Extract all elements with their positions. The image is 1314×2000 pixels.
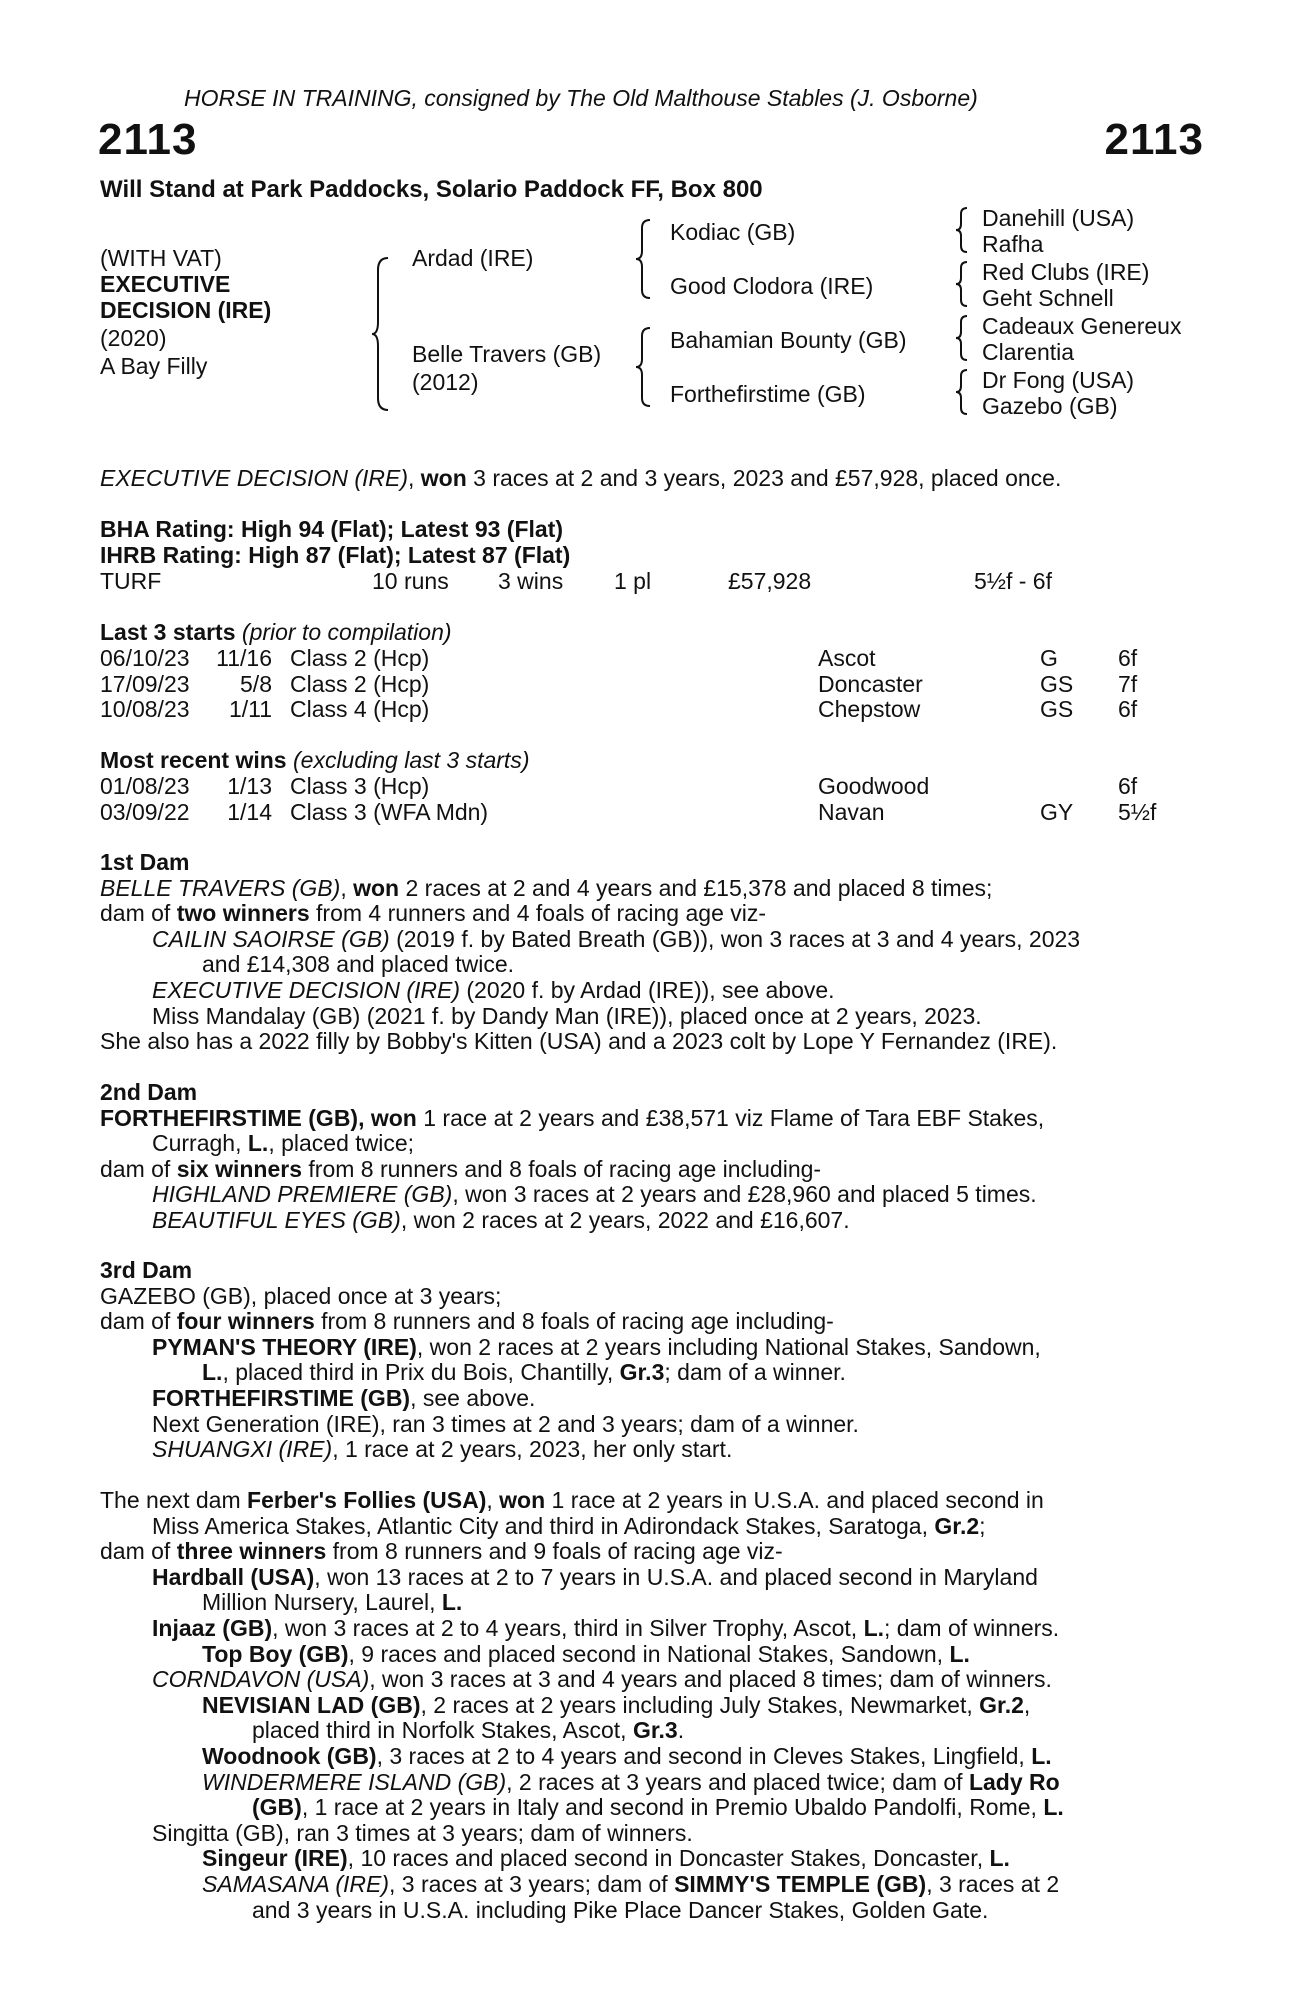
vat-label: (WITH VAT) xyxy=(100,245,222,271)
next-dam-line: Miss America Stakes, Atlantic City and third in Adirondack Stakes, Saratoga, Gr.2; xyxy=(152,1512,986,1539)
foaling-year: (2020) xyxy=(100,325,167,351)
last-starts-title: Last 3 starts xyxy=(100,619,236,645)
second-dam-line: BEAUTIFUL EYES (GB), won 2 races at 2 years, 2022 and £16,607. xyxy=(152,1206,850,1233)
next-dam-line: Hardball (USA), won 13 races at 2 to 7 years in U.S.A. and placed second in Maryland xyxy=(152,1563,1038,1590)
second-dam-heading: 2nd Dam xyxy=(100,1079,198,1105)
pedigree-sire-dam: Good Clodora (IRE) xyxy=(670,273,874,299)
last-start-dist: 6f xyxy=(1118,696,1138,723)
next-dam-line: dam of three winners from 8 runners and 9 foals of racing age viz- xyxy=(100,1538,783,1565)
next-dam-line: Singeur (IRE), 10 races and placed second in Doncaster Stakes, Doncaster, L. xyxy=(202,1845,1010,1872)
last-start-course: Doncaster xyxy=(818,670,923,697)
last-start-date: 06/10/23 xyxy=(100,645,190,671)
placed-count: 1 pl xyxy=(614,568,652,594)
last-start-course: Ascot xyxy=(818,645,876,671)
last-starts-note: (prior to compilation) xyxy=(241,619,452,645)
wins-count: 3 wins xyxy=(498,568,564,594)
consignment-line: HORSE IN TRAINING, consigned by The Old Malthouse Stables (J. Osborne) xyxy=(184,85,978,111)
last-start-going: G xyxy=(1040,645,1058,671)
next-dam-line: NEVISIAN LAD (GB), 2 races at 2 years including July Stakes, Newmarket, Gr.2, xyxy=(202,1691,1031,1718)
earnings: £57,928 xyxy=(728,568,812,594)
bha-rating: BHA Rating: High 94 (Flat); Latest 93 (Flat) xyxy=(100,516,563,542)
second-dam-line: FORTHEFIRSTIME (GB), won 1 race at 2 years and £38,571 viz Flame of Tara EBF Stakes, xyxy=(100,1104,1045,1131)
next-dam-line: CORNDAVON (USA), won 3 races at 3 and 4 years and placed 8 times; dam of winners. xyxy=(152,1666,1052,1693)
lot-number-right: 2113 xyxy=(1104,115,1204,164)
third-dam-line: Next Generation (IRE), ran 3 times at 2 and 3 years; dam of a winner. xyxy=(152,1410,859,1437)
last-start-dist: 6f xyxy=(1118,645,1138,671)
pedigree-sire: Ardad (IRE) xyxy=(412,245,534,271)
third-dam-line: FORTHEFIRSTIME (GB), see above. xyxy=(152,1384,536,1411)
first-dam-line: and £14,308 and placed twice. xyxy=(202,951,515,978)
next-dam-line: Million Nursery, Laurel, L. xyxy=(202,1589,463,1616)
last-start-cls: Class 4 (Hcp) xyxy=(290,696,430,723)
ihrb-rating: IHRB Rating: High 87 (Flat); Latest 87 (Flat) xyxy=(100,542,571,568)
next-dam-line: Injaaz (GB), won 3 races at 2 to 4 years, third in Silver Trophy, Ascot, L.; dam of winners. xyxy=(152,1614,1060,1641)
last-start-date: 17/09/23 xyxy=(100,670,190,697)
last-starts-heading xyxy=(100,620,452,646)
third-dam-line: GAZEBO (GB), placed once at 3 years; xyxy=(100,1282,502,1309)
pedigree-dam-year: (2012) xyxy=(412,369,479,395)
next-dam-section xyxy=(100,1488,1064,1923)
summary-won: won xyxy=(420,465,467,491)
first-dam-line: BELLE TRAVERS (GB), won 2 races at 2 and 4 years and £15,378 and placed 8 times; xyxy=(100,874,993,901)
second-dam-section xyxy=(100,1080,1044,1234)
recent-win-pos: 1/13 xyxy=(227,773,272,799)
last-start-cls: Class 2 (Hcp) xyxy=(290,645,430,671)
pedigree-brace-g4 xyxy=(956,368,970,416)
last-start-pos: 11/16 xyxy=(216,645,272,671)
pedigree-brace-dam xyxy=(636,326,654,408)
recent-win-dist: 5½f xyxy=(1118,798,1157,825)
recent-win-course: Goodwood xyxy=(818,773,930,799)
next-dam-line: WINDERMERE ISLAND (GB), 2 races at 3 years and placed twice; dam of Lady Ro xyxy=(202,1768,1060,1795)
recent-wins-heading xyxy=(100,748,529,774)
pedigree-g6: Clarentia xyxy=(982,339,1075,365)
next-dam-line: The next dam Ferber's Follies (USA), won 1 race at 2 years in U.S.A. and placed second in xyxy=(100,1487,1044,1513)
third-dam-section xyxy=(100,1258,1041,1463)
race-summary: EXECUTIVE DECISION (IRE), won 3 races at 2 and 3 years, 2023 and £57,928, placed once. xyxy=(100,465,1062,491)
pedigree-brace-g2 xyxy=(956,260,970,308)
pedigree-g5: Cadeaux Genereux xyxy=(982,313,1182,339)
pedigree-g3: Red Clubs (IRE) xyxy=(982,259,1150,285)
first-dam-line: Miss Mandalay (GB) (2021 f. by Dandy Man (IRE)), placed once at 2 years, 2023. xyxy=(152,1002,982,1029)
pedigree-g1: Danehill (USA) xyxy=(982,205,1135,231)
second-dam-line: dam of six winners from 8 runners and 8 foals of racing age including- xyxy=(100,1155,822,1182)
summary-rest: 3 races at 2 and 3 years, 2023 and £57,928, placed once. xyxy=(466,465,1062,491)
next-dam-line: placed third in Norfolk Stakes, Ascot, Gr.3. xyxy=(252,1717,685,1744)
summary-horse-name: EXECUTIVE DECISION (IRE) xyxy=(100,465,408,491)
third-dam-line: dam of four winners from 8 runners and 8 foals of racing age including- xyxy=(100,1308,834,1335)
pedigree-g4: Geht Schnell xyxy=(982,285,1114,311)
pedigree-dam: Belle Travers (GB) xyxy=(412,341,602,367)
recent-win-dist: 6f xyxy=(1118,773,1138,799)
recent-win-date: 03/09/22 xyxy=(100,798,190,825)
last-start-course: Chepstow xyxy=(818,696,921,723)
next-dam-line: Singitta (GB), ran 3 times at 3 years; dam of winners. xyxy=(152,1819,693,1846)
horse-name-line2: DECISION (IRE) xyxy=(100,297,272,323)
recent-win-date: 01/08/23 xyxy=(100,773,190,799)
recent-wins-note: (excluding last 3 starts) xyxy=(293,747,530,773)
first-dam-line: EXECUTIVE DECISION (IRE) (2020 f. by Ardad (IRE)), see above. xyxy=(152,976,835,1003)
stand-location: Will Stand at Park Paddocks, Solario Paddock FF, Box 800 xyxy=(100,176,763,203)
last-start-date: 10/08/23 xyxy=(100,696,190,723)
next-dam-line: SAMASANA (IRE), 3 races at 3 years; dam of SIMMY'S TEMPLE (GB), 3 races at 2 xyxy=(202,1870,1060,1897)
pedigree-g2: Rafha xyxy=(982,231,1044,257)
pedigree-brace-g3 xyxy=(956,314,970,362)
third-dam-line: L., placed third in Prix du Bois, Chantilly, Gr.3; dam of a winner. xyxy=(202,1359,846,1386)
pedigree-brace-main xyxy=(372,256,392,412)
pedigree-dam-dam: Forthefirstime (GB) xyxy=(670,381,866,407)
next-dam-line: Top Boy (GB), 9 races and placed second in National Stakes, Sandown, L. xyxy=(202,1640,970,1667)
second-dam-line: HIGHLAND PREMIERE (GB), won 3 races at 2 years and £28,960 and placed 5 times. xyxy=(152,1181,1037,1208)
lot-number-left: 2113 xyxy=(98,115,198,164)
runs-count: 10 runs xyxy=(372,568,449,594)
pedigree-brace-g1 xyxy=(956,206,970,254)
pedigree-g8: Gazebo (GB) xyxy=(982,393,1118,419)
horse-description: A Bay Filly xyxy=(100,353,208,379)
surface-label: TURF xyxy=(100,568,162,594)
third-dam-heading: 3rd Dam xyxy=(100,1257,193,1283)
pedigree-g7: Dr Fong (USA) xyxy=(982,367,1135,393)
next-dam-line: and 3 years in U.S.A. including Pike Place Dancer Stakes, Golden Gate. xyxy=(252,1896,989,1923)
first-dam-section xyxy=(100,850,1080,1055)
next-dam-line: Woodnook (GB), 3 races at 2 to 4 years and second in Cleves Stakes, Lingfield, L. xyxy=(202,1742,1052,1769)
first-dam-line: CAILIN SAOIRSE (GB) (2019 f. by Bated Breath (GB)), won 3 races at 3 and 4 years, 2023 xyxy=(152,925,1081,952)
last-start-pos: 1/11 xyxy=(228,696,272,723)
horse-name-line1: EXECUTIVE xyxy=(100,271,231,297)
first-dam-heading: 1st Dam xyxy=(100,849,190,875)
recent-win-pos: 1/14 xyxy=(227,798,272,825)
first-dam-line: dam of two winners from 4 runners and 4 foals of racing age viz- xyxy=(100,900,767,927)
next-dam-line: (GB), 1 race at 2 years in Italy and second in Premio Ubaldo Pandolfi, Rome, L. xyxy=(252,1794,1064,1821)
last-start-going: GS xyxy=(1040,696,1074,723)
pedigree-brace-sire xyxy=(636,218,654,300)
last-start-dist: 7f xyxy=(1118,670,1138,697)
recent-win-going: GY xyxy=(1040,798,1074,825)
second-dam-line: Curragh, L., placed twice; xyxy=(152,1130,415,1157)
pedigree-sire-sire: Kodiac (GB) xyxy=(670,219,796,245)
third-dam-line: PYMAN'S THEORY (IRE), won 2 races at 2 years including National Stakes, Sandown, xyxy=(152,1333,1041,1360)
recent-win-cls: Class 3 (WFA Mdn) xyxy=(290,798,489,825)
last-start-going: GS xyxy=(1040,670,1074,697)
last-start-pos: 5/8 xyxy=(240,670,272,697)
recent-win-cls: Class 3 (Hcp) xyxy=(290,773,430,799)
recent-wins-title: Most recent wins xyxy=(100,747,287,773)
first-dam-line: She also has a 2022 filly by Bobby's Kitten (USA) and a 2023 colt by Lope Y Fernandez (IRE). xyxy=(100,1028,1058,1055)
third-dam-line: SHUANGXI (IRE), 1 race at 2 years, 2023, her only start. xyxy=(152,1436,733,1463)
pedigree-dam-sire: Bahamian Bounty (GB) xyxy=(670,327,907,353)
recent-win-course: Navan xyxy=(818,798,885,825)
last-start-cls: Class 2 (Hcp) xyxy=(290,670,430,697)
distance-range: 5½f - 6f xyxy=(974,568,1052,594)
